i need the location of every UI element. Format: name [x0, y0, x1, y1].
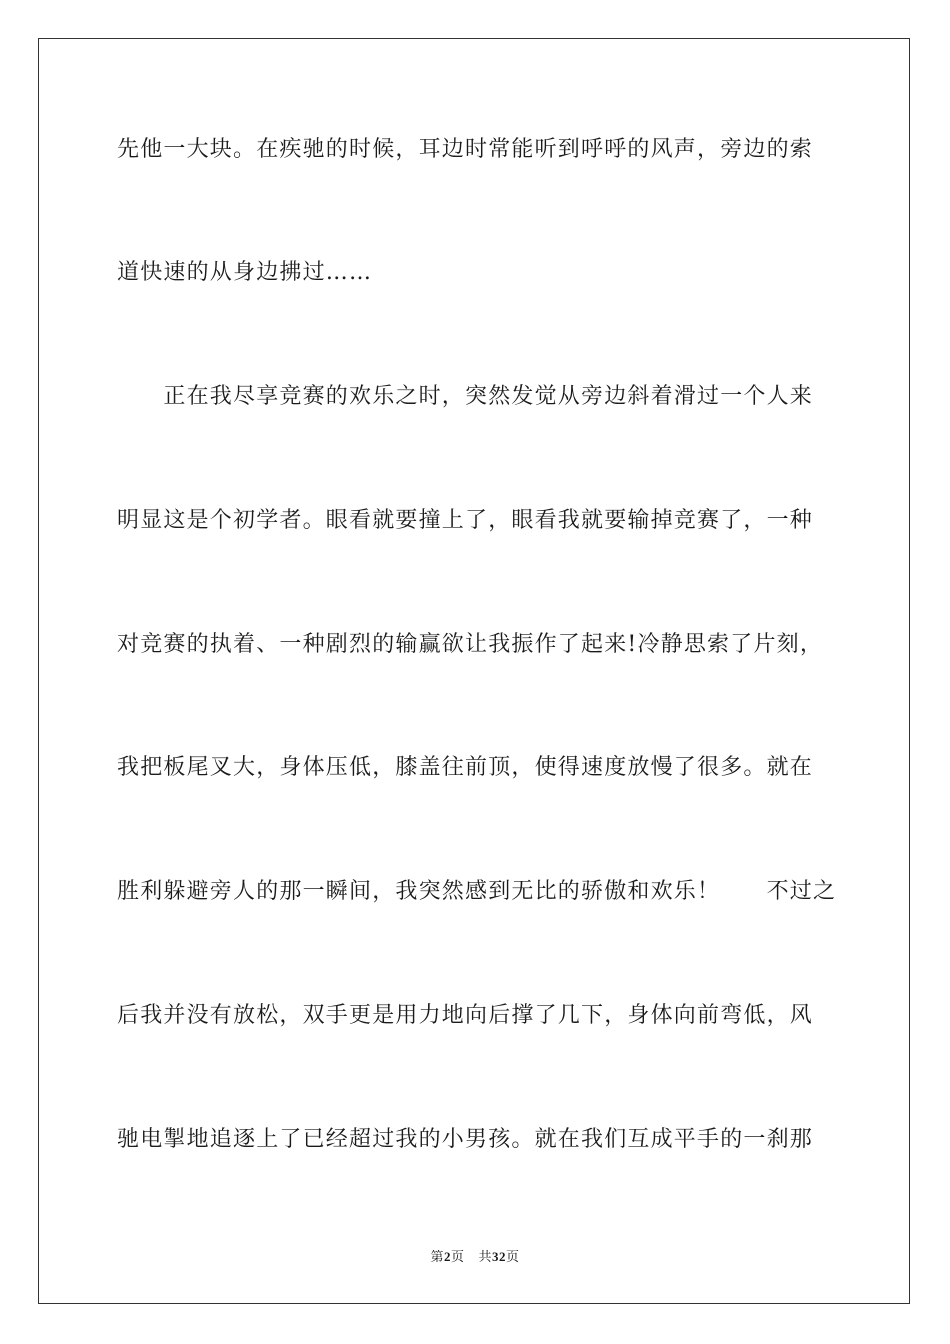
text-line-8: 后我并没有放松，双手更是用力地向后撑了几下，身体向前弯低，风 [117, 1003, 814, 1028]
text-line-4: 明显这是个初学者。眼看就要撞上了，眼看我就要输掉竞赛了，一种 [117, 508, 814, 533]
page-footer [0, 1248, 950, 1267]
page-suffix: 页 [450, 1250, 465, 1265]
page-number: 2 [443, 1249, 451, 1264]
total-pages: 32 [492, 1249, 507, 1264]
page-border [38, 38, 910, 1304]
text-line-3: 正在我尽享竞赛的欢乐之时，突然发觉从旁边斜着滑过一个人来 [117, 384, 814, 409]
text-line-1: 先他一大块。在疾驰的时候，耳边时常能听到呼呼的风声，旁边的索 [117, 137, 814, 162]
total-prefix: 共 [478, 1250, 493, 1265]
page-prefix: 第 [430, 1250, 444, 1265]
text-line-2: 道快速的从身边拂过…… [117, 260, 373, 285]
total-suffix: 页 [506, 1250, 520, 1265]
text-line-5: 对竞赛的执着、一种剧烈的输赢欲让我振作了起来!冷静思索了片刻， [117, 632, 824, 657]
text-line-6: 我把板尾叉大，身体压低，膝盖往前顶，使得速度放慢了很多。就在 [117, 755, 814, 780]
text-line-7: 胜利躲避旁人的那一瞬间，我突然感到无比的骄傲和欢乐！ 不过之 [117, 879, 837, 904]
text-line-9: 驰电掣地追逐上了已经超过我的小男孩。就在我们互成平手的一刹那 [117, 1127, 814, 1152]
